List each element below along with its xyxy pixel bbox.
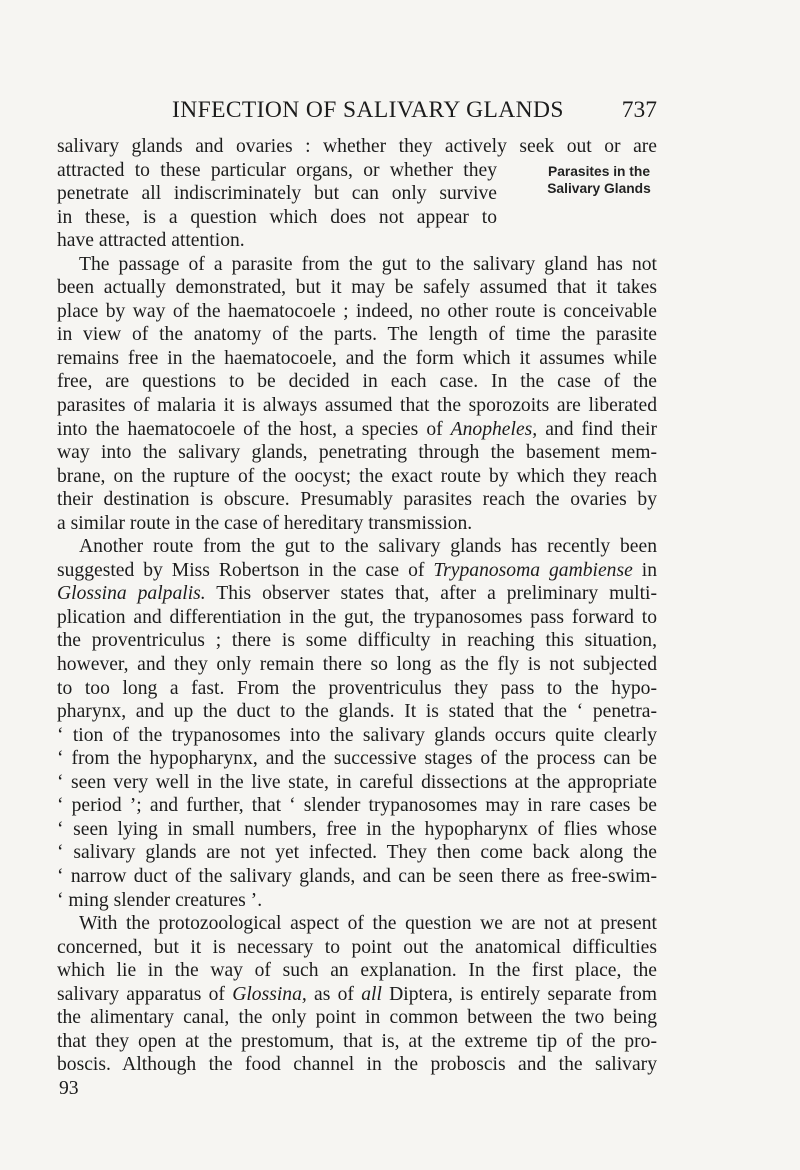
marginal-note-line: Salivary Glands	[547, 181, 651, 196]
paragraph-3	[57, 535, 657, 912]
text-run: suggested by Miss Robertson in the case of	[57, 559, 434, 581]
text-line: ‘ from the hypopharynx, and the successive stages of the process can be	[57, 748, 657, 770]
text-line: ‘ tion of the trypanosomes into the salivary glands occurs quite clearly	[57, 724, 657, 746]
text-run: salivary apparatus of	[57, 983, 233, 1005]
text-line: penetrate all indiscriminately but can only survive	[57, 183, 497, 205]
running-title: INFECTION OF SALIVARY GLANDS	[172, 97, 564, 123]
italic-emphasis: all	[361, 983, 382, 1005]
text-line: parasites of malaria it is always assumed that the sporozoits are liberated	[57, 395, 657, 417]
text-line: however, and they only remain there so long as the fly is not subjected	[57, 654, 657, 676]
text-line: The passage of a parasite from the gut to the salivary gland has not	[79, 253, 657, 275]
text-line: concerned, but it is necessary to point out the anatomical difficulties	[57, 936, 657, 958]
text-line: With the protozoological aspect of the question we are not at present	[79, 913, 657, 935]
text-line: the alimentary canal, the only point in common between the two being	[57, 1007, 657, 1029]
page-body	[57, 135, 657, 1100]
italic-species-name: Anopheles,	[450, 418, 538, 440]
text-line: plication and differentiation in the gut, the trypanosomes pass forward to	[57, 606, 657, 628]
book-page	[57, 97, 657, 1100]
text-line: to too long a fast. From the proventriculus they pass to the hypo-	[57, 677, 657, 699]
running-head	[57, 97, 657, 124]
text-line: attracted to these particular organs, or whether they	[57, 159, 497, 181]
paragraph-4	[57, 912, 657, 1077]
text-run: into the haematocoele of the host, a species of	[57, 418, 451, 440]
marginal-note	[529, 163, 669, 197]
text-line: in these, is a question which does not appear to	[57, 206, 497, 228]
text-line: place by way of the haematocoele ; indeed, no other route is conceivable	[57, 300, 657, 322]
text-line	[57, 983, 657, 1007]
text-line: that they open at the prestomum, that is, at the extreme tip of the pro-	[57, 1030, 657, 1052]
text-run: Diptera, is entirely separate from	[381, 983, 658, 1005]
text-line: their destination is obscure. Presumably parasites reach the ovaries by	[57, 489, 657, 511]
paragraph-1	[57, 135, 657, 253]
signature-mark: 93	[59, 1077, 79, 1099]
text-line: free, are questions to be decided in each case. In the case of the	[57, 371, 657, 393]
text-line: a similar route in the case of hereditary transmission.	[57, 512, 473, 534]
marginal-note-line: Parasites in the	[548, 164, 650, 179]
text-run: in	[632, 559, 658, 581]
text-line: been actually demonstrated, but it may be safely assumed that it takes	[57, 277, 657, 299]
text-line: salivary glands and ovaries : whether they actively seek out or are	[57, 136, 657, 157]
text-run: as of	[306, 983, 362, 1005]
text-line: way into the salivary glands, penetrating through the basement mem-	[57, 442, 657, 464]
text-line: ‘ narrow duct of the salivary glands, and can be seen there as free-swim-	[57, 865, 657, 887]
text-line: the proventriculus ; there is some difficulty in reaching this situation,	[57, 630, 657, 652]
italic-species-name: Glossina,	[232, 983, 307, 1005]
text-line: remains free in the haematocoele, and the form which it assumes while	[57, 347, 657, 369]
text-line: have attracted attention.	[57, 230, 245, 252]
page-number: 737	[621, 97, 657, 123]
text-line: pharynx, and up the duct to the glands. It is stated that the ‘ penetra-	[57, 701, 657, 723]
paragraph-2	[57, 253, 657, 536]
text-line	[57, 418, 657, 442]
text-line: which lie in the way of such an explanation. In the first place, the	[57, 960, 657, 982]
text-line: ‘ seen very well in the live state, in careful dissections at the appropriate	[57, 771, 657, 793]
italic-species-name: Glossina palpalis.	[57, 583, 206, 605]
text-line: ‘ seen lying in small numbers, free in the hypopharynx of flies whose	[57, 818, 657, 840]
text-line: ‘ period ’; and further, that ‘ slender trypanosomes may in rare cases be	[57, 795, 657, 817]
text-line	[57, 559, 657, 583]
text-run: This observer states that, after a preliminary multi-	[205, 583, 657, 605]
text-line: ‘ ming slender creatures ’.	[57, 889, 263, 911]
italic-species-name: Trypanosoma gambiense	[433, 559, 633, 581]
text-line: ‘ salivary glands are not yet infected. They then come back along the	[57, 842, 657, 864]
text-line: brane, on the rupture of the oocyst; the exact route by which they reach	[57, 465, 657, 487]
text-line: Another route from the gut to the salivary glands has recently been	[79, 536, 657, 558]
text-line	[57, 582, 657, 606]
text-run: and find their	[537, 418, 657, 440]
text-line: boscis. Although the food channel in the proboscis and the salivary	[57, 1054, 657, 1076]
text-line: in view of the anatomy of the parts. The length of time the parasite	[57, 324, 657, 346]
